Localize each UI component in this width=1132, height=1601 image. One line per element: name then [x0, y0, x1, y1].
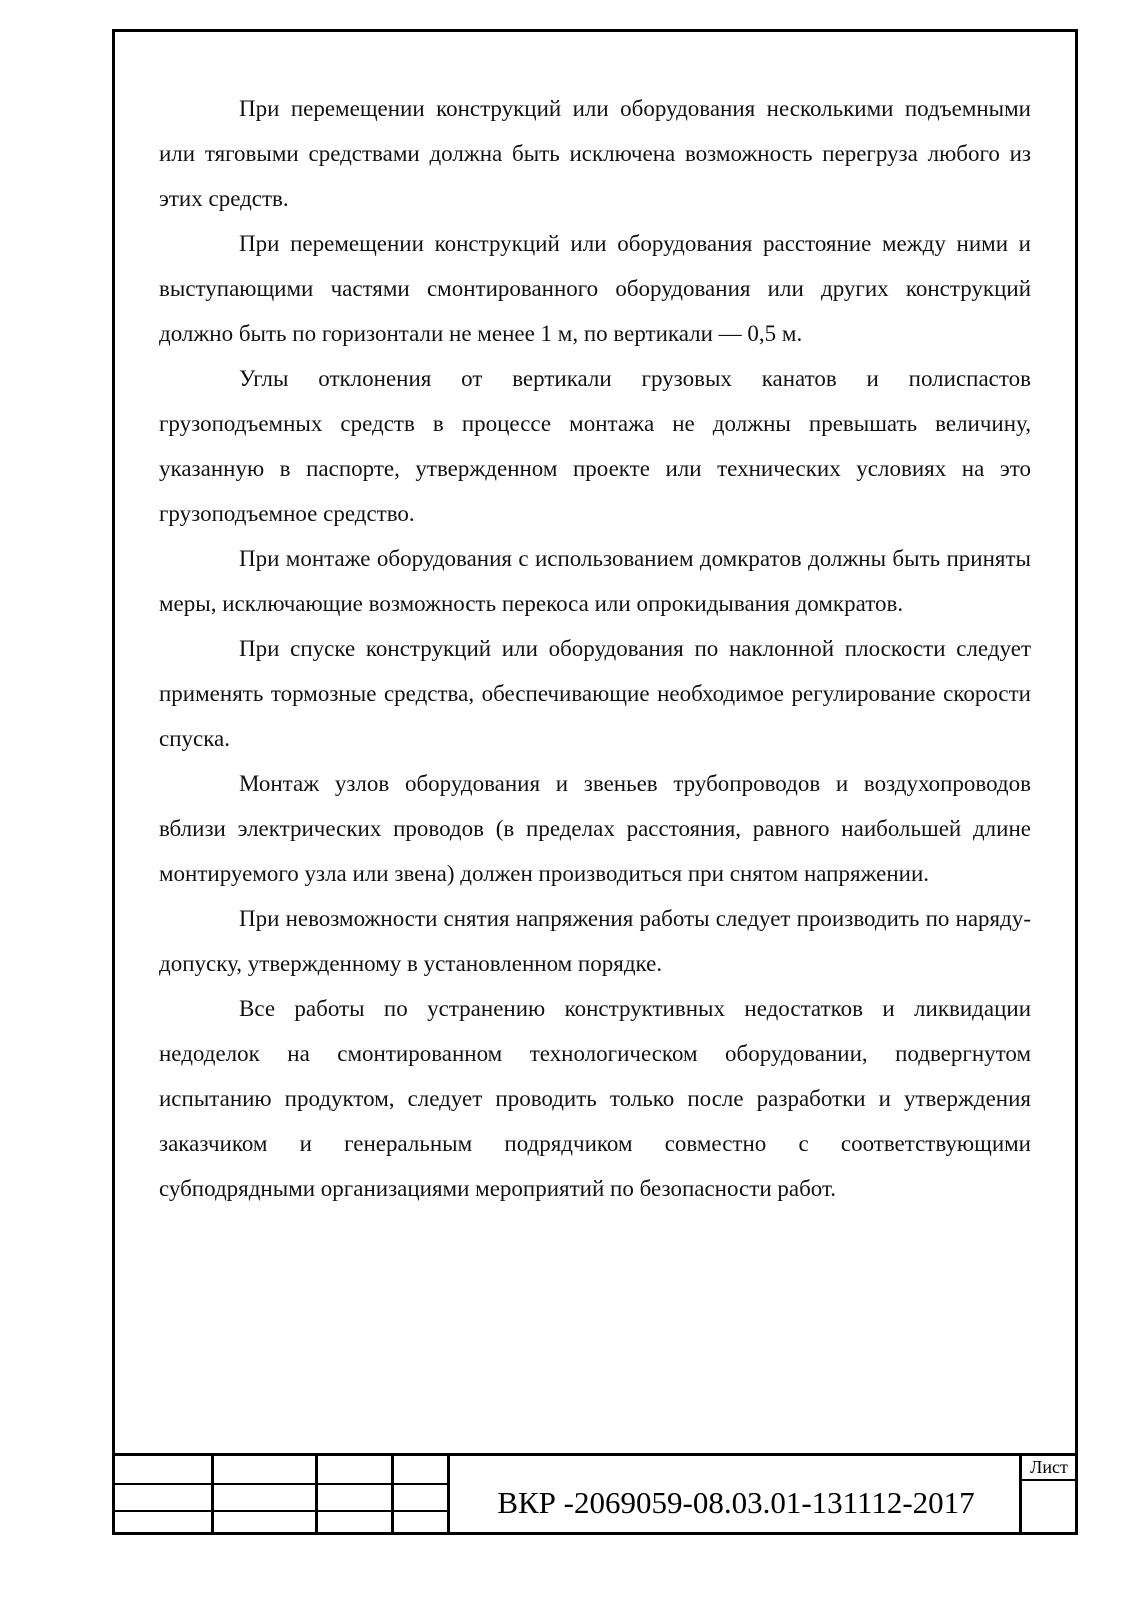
sheet-label: Лист	[1030, 1457, 1068, 1477]
paragraph: При невозможности снятия напряжения работы следует производить по наряду-допуску, утвержденному в установленном порядке.	[159, 906, 1031, 976]
title-block-row-line	[112, 1483, 449, 1485]
paragraph: Углы отклонения от вертикали грузовых канатов и полиспастов грузоподъемных средств в процессе монтажа не должны превышать величину, указанную в паспорте, утвержденном проекте или технических условиях на это грузоподъемное средство.	[159, 366, 1031, 526]
paragraph: При перемещении конструкций или оборудования несколькими подъемными или тяговыми средствами должна быть исключена возможность перегруза любого из этих средств.	[159, 96, 1031, 211]
title-block-divider	[315, 1453, 318, 1535]
paragraph: При монтаже оборудования с использованием домкратов должны быть приняты меры, исключающие возможность перекоса или опрокидывания домкратов.	[159, 546, 1031, 616]
document-body	[159, 86, 1031, 1211]
document-code: ВКР -2069059-08.03.01-131112-2017	[497, 1485, 975, 1520]
title-block-row-line	[112, 1510, 449, 1512]
paragraph: При перемещении конструкций или оборудования расстояние между ними и выступающими частями смонтированного оборудования или других конструкций должно быть по горизонтали не менее 1 м, по вертикали — 0,5 м.	[159, 231, 1031, 346]
paragraph: При спуске конструкций или оборудования по наклонной плоскости следует применять тормозные средства, обеспечивающие необходимое регулирование скорости спуска.	[159, 636, 1031, 751]
paragraph: Все работы по устранению конструктивных недостатков и ликвидации недоделок на смонтированном технологическом оборудовании, подвергнутом испытанию продуктом, следует проводить только после разработки и утверждения заказчиком и генеральным подрядчиком совместно с соответствующими субподрядными организациями мероприятий по безопасности работ.	[159, 996, 1031, 1201]
title-block-divider	[211, 1453, 214, 1535]
paragraph: Монтаж узлов оборудования и звеньев трубопроводов и воздухопроводов вблизи электрических проводов (в пределах расстояния, равного наибольшей длине монтируемого узла или звена) должен производиться при снятом напряжении.	[159, 771, 1031, 886]
title-block-divider	[391, 1453, 394, 1535]
